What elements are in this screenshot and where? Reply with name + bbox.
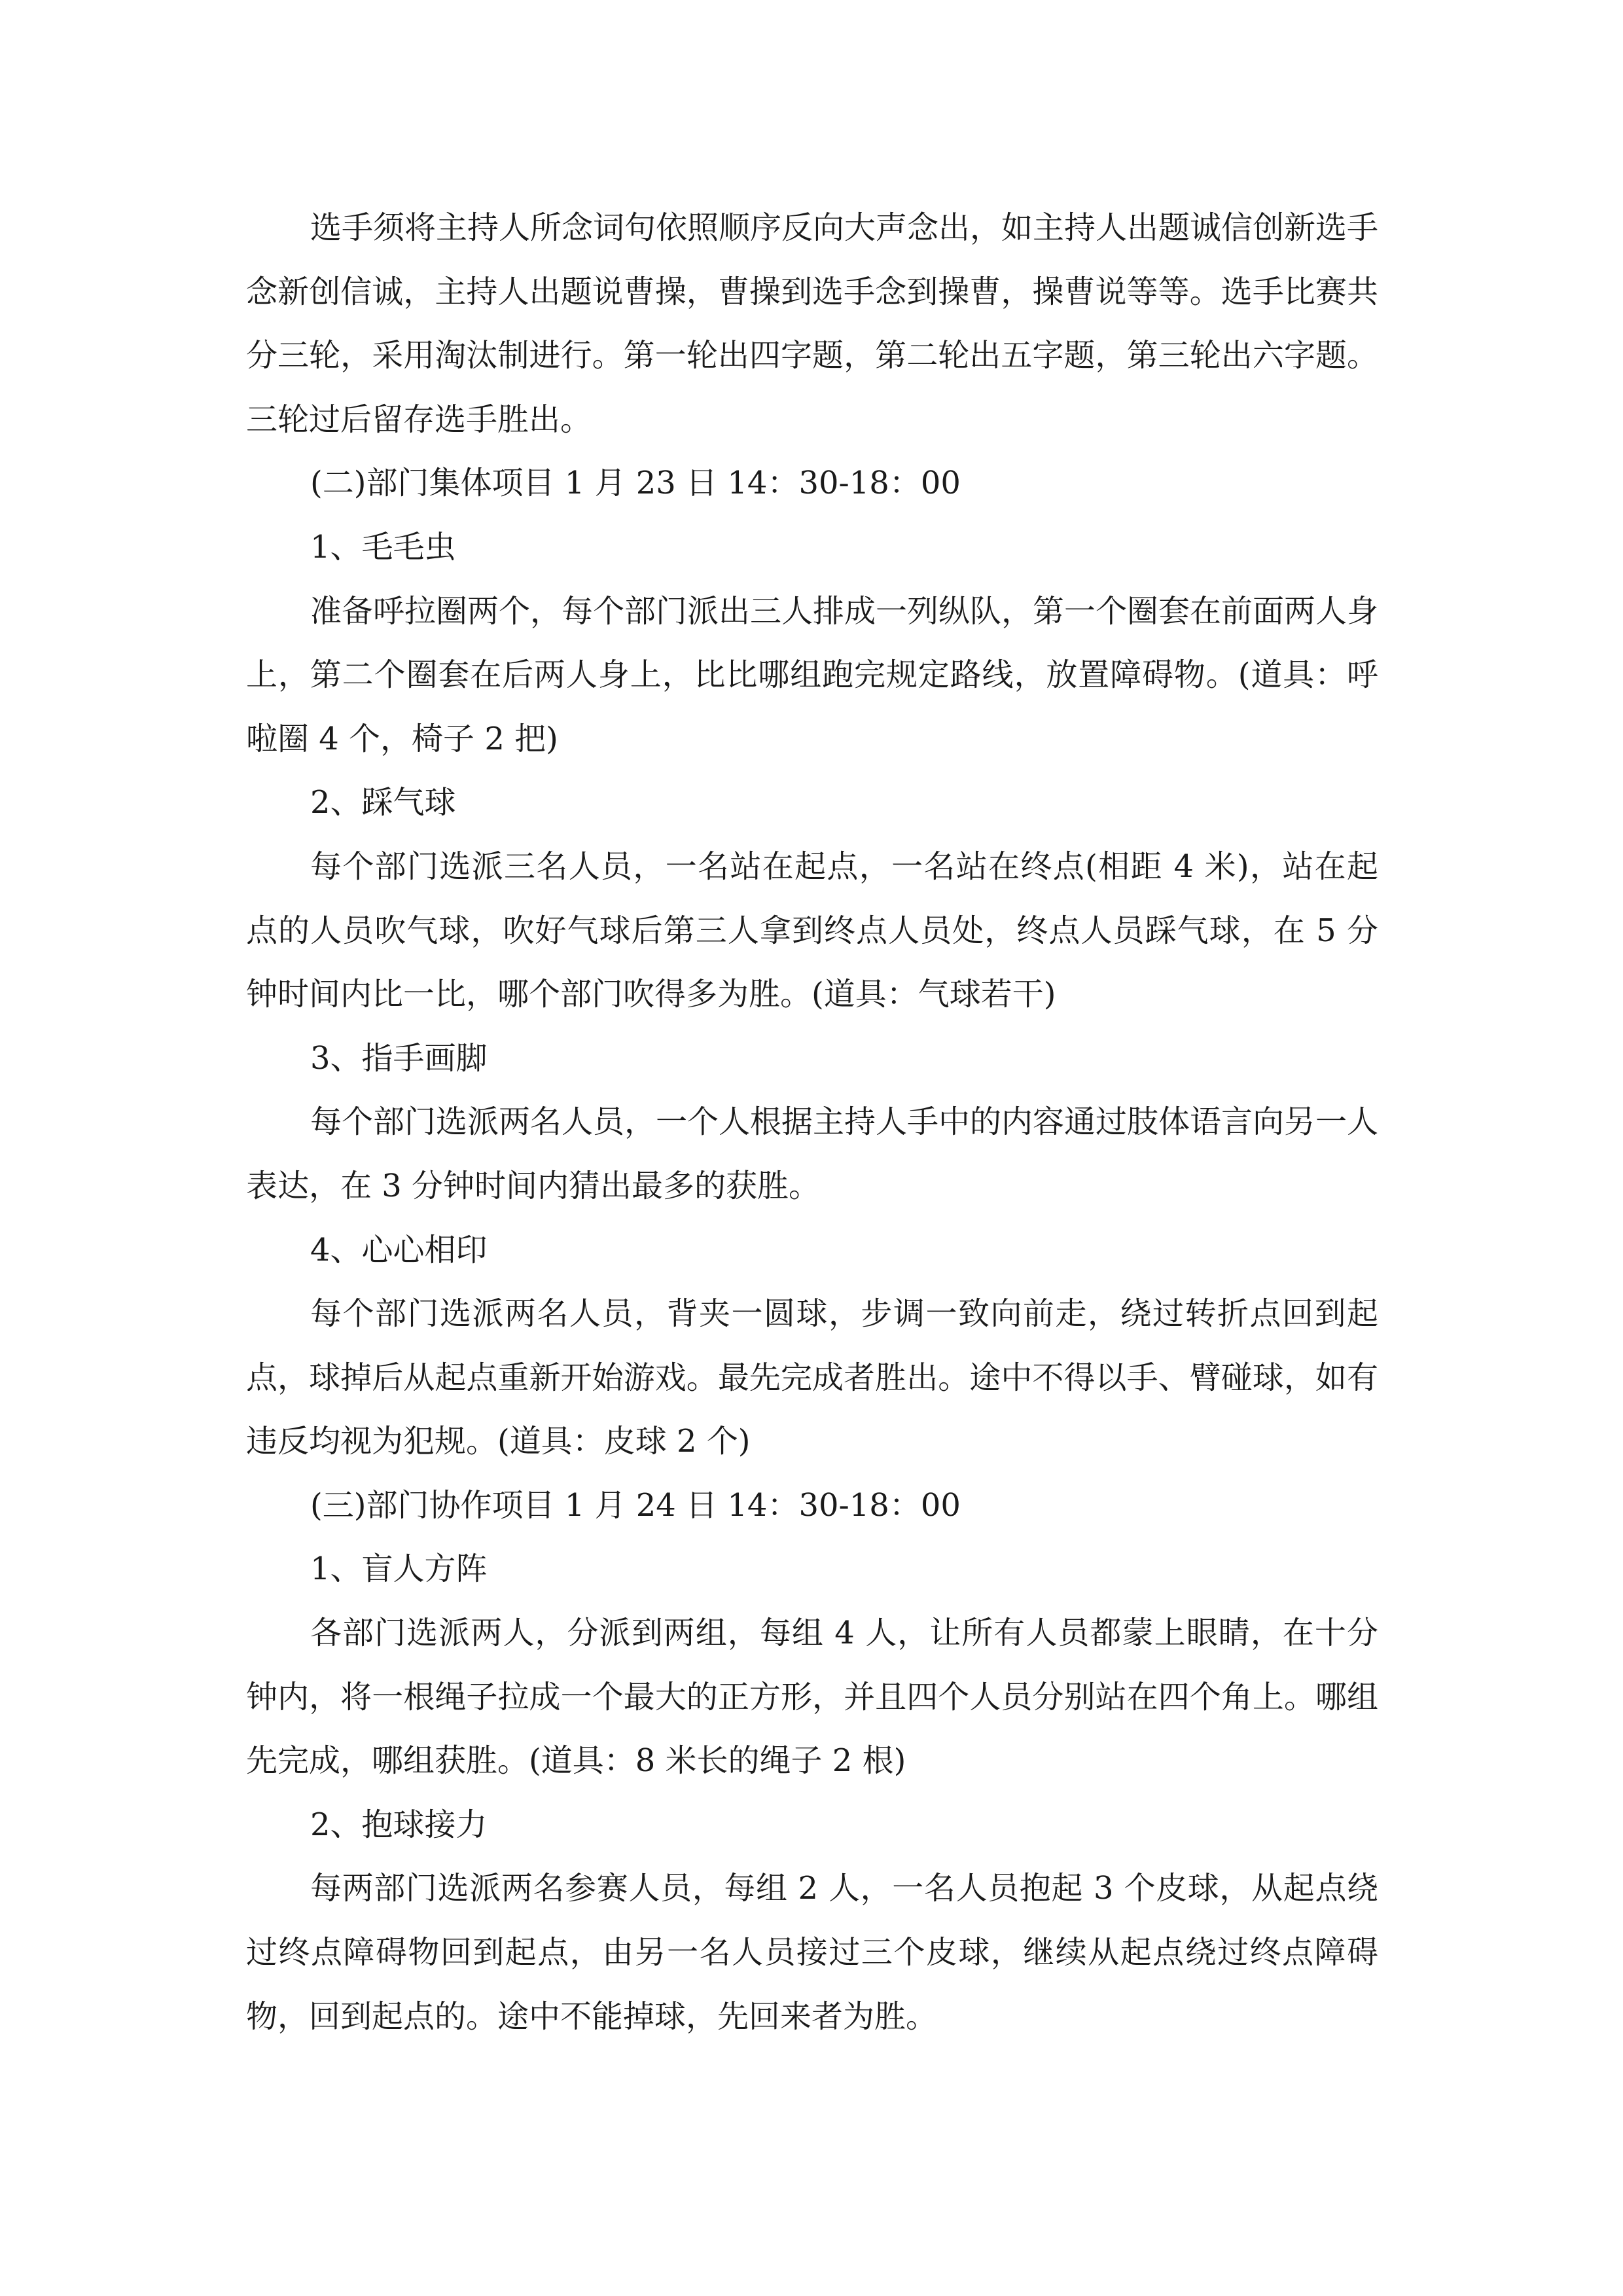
item-heading-caterpillar: 1、毛毛虫	[310, 528, 456, 565]
section-heading-department-cooperation: (三)部门协作项目 1 月 24 日 14：30-18：00	[310, 1486, 961, 1524]
section-heading-department-group: (二)部门集体项目 1 月 23 日 14：30-18：00	[310, 465, 961, 502]
item-heading-blind-square: 1、盲人方阵	[310, 1551, 488, 1588]
paragraph-balloon-stomp: 每个部门选派三名人员，一名站在起点，一名站在终点(相距 4 米)，站在起点的人员吹气球，吹好气球后第三人拿到终点人员处，终点人员踩气球，在 5 分钟时间内比一比，哪个部门吹得多为胜。(道具：气球若干)	[246, 848, 1378, 1013]
document-body	[246, 196, 1378, 2049]
paragraph-heart-to-heart: 每个部门选派两名人员，背夹一圆球，步调一致向前走，绕过转折点回到起点，球掉后从起点重新开始游戏。最先完成者胜出。途中不得以手、臂碰球，如有违反均视为犯规。(道具：皮球 2 个)	[246, 1295, 1378, 1460]
paragraph-rules-reverse-reading: 选手须将主持人所念词句依照顺序反向大声念出，如主持人出题诚信创新选手念新创信诚，主持人出题说曹操，曹操到选手念到操曹，操曹说等等。选手比赛共分三轮，采用淘汰制进行。第一轮出四字题，第二轮出五字题，第三轮出六字题。三轮过后留存选手胜出。	[246, 209, 1379, 438]
paragraph-ball-relay: 每两部门选派两名参赛人员，每组 2 人，一名人员抱起 3 个皮球，从起点绕过终点障碍物回到起点，由另一名人员接过三个皮球，继续从起点绕过终点障碍物，回到起点的。途中不能掉球，先回来者为胜。	[246, 1870, 1378, 2035]
item-heading-heart-to-heart: 4、心心相印	[310, 1231, 488, 1268]
paragraph-blind-square: 各部门选派两人，分派到两组，每组 4 人，让所有人员都蒙上眼睛，在十分钟内，将一根绳子拉成一个最大的正方形，并且四个人员分别站在四个角上。哪组先完成，哪组获胜。(道具：8 米长的绳子 2 根)	[246, 1615, 1378, 1780]
item-heading-ball-relay: 2、抱球接力	[310, 1806, 488, 1843]
paragraph-charades: 每个部门选派两名人员，一个人根据主持人手中的内容通过肢体语言向另一人表达，在 3 分钟时间内猜出最多的获胜。	[246, 1103, 1379, 1204]
item-heading-balloon-stomp: 2、踩气球	[310, 784, 456, 821]
paragraph-caterpillar: 准备呼拉圈两个，每个部门派出三人排成一列纵队，第一个圈套在前面两人身上，第二个圈套在后两人身上，比比哪组跑完规定路线，放置障碍物。(道具：呼啦圈 4 个，椅子 2 把)	[246, 592, 1379, 757]
item-heading-charades: 3、指手画脚	[310, 1039, 488, 1077]
